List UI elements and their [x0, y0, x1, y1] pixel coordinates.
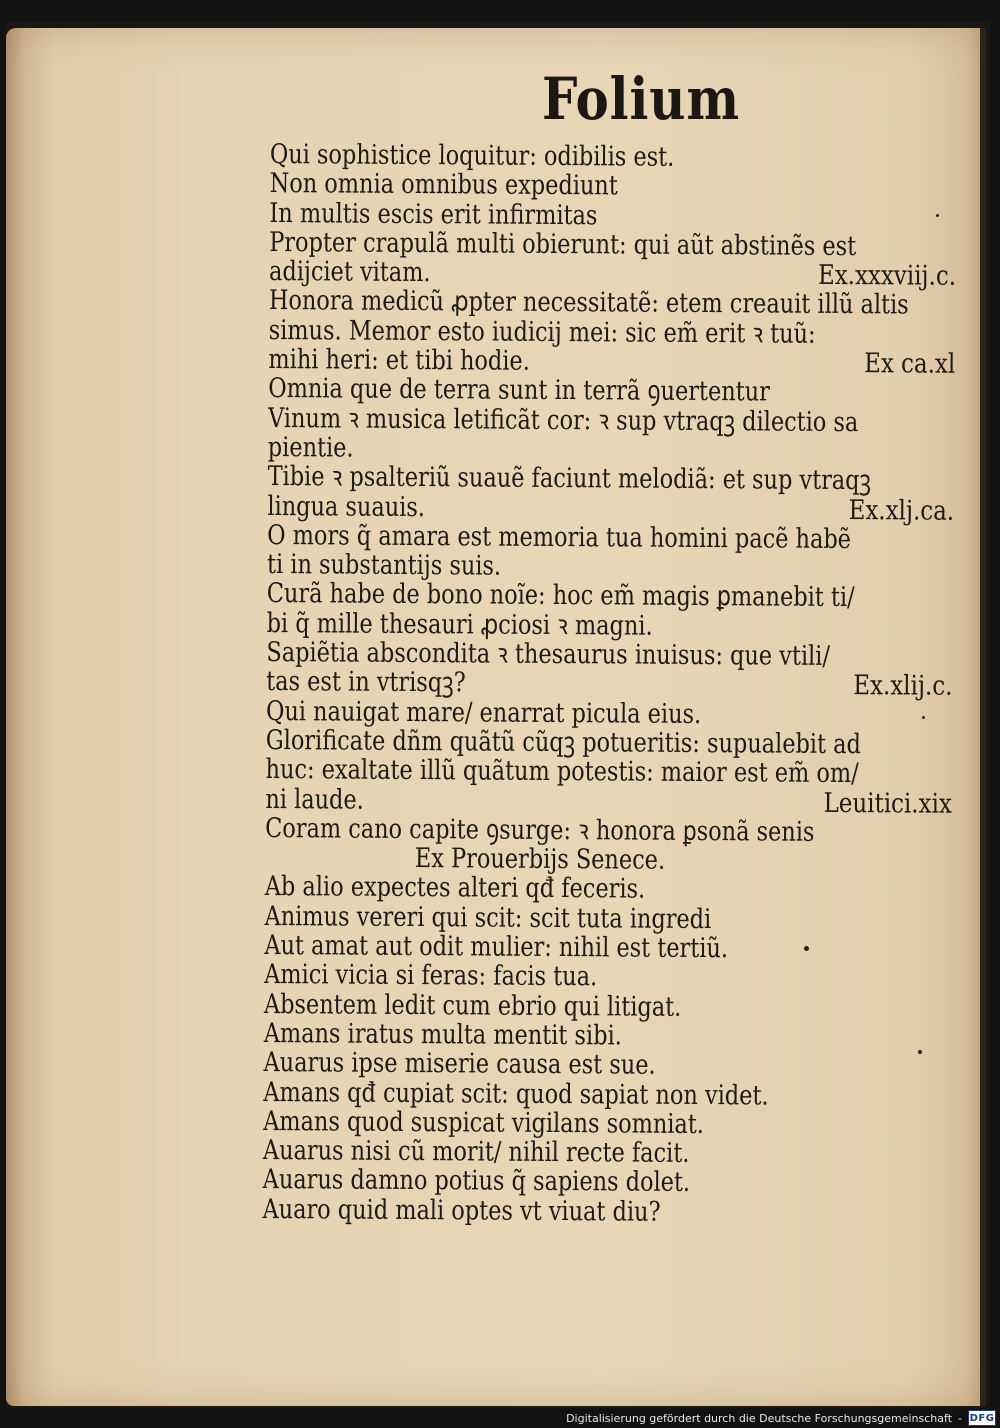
line-text: Auarus nisi cũ morit/ nihil recte facit. — [262, 1135, 690, 1170]
line-reference: Ex ca.xl — [863, 348, 956, 380]
line-text: mihi heri: et tibi hodie. — [268, 344, 530, 377]
funding-credit: Digitalisierung gefördert durch die Deutsche Forschungsgemeinschaft — [566, 1411, 953, 1425]
line-text: simus. Memor esto iudicij mei: sic em̃ erit ꝛ tuũ: — [268, 314, 816, 350]
line-text: ni laude. — [265, 783, 364, 816]
line-text: Qui nauigat mare/ enarrat picula eius. — [265, 695, 702, 730]
line-text: ti in substantijs suis. — [266, 549, 502, 582]
line-text: Omnia que de terra sunt in terrã ꝯuertentur — [268, 373, 770, 408]
dfg-logo-icon: DFG — [968, 1410, 996, 1426]
text-line — [268, 404, 958, 438]
line-reference: Ex.xlij.c. — [853, 670, 953, 703]
line-text: In multis escis erit infirmitas — [269, 197, 598, 231]
line-text: pientie. — [267, 431, 354, 464]
book-page — [6, 28, 986, 1406]
footer-credit-bar — [558, 1408, 1000, 1428]
page-heading: Folium — [542, 65, 741, 133]
line-text: Glorificate dñm quãtũ cũqꝫ potueritis: supualebit ad — [265, 724, 861, 761]
text-line — [265, 814, 955, 848]
line-text: adijciet vitam. — [268, 256, 431, 289]
line-text: Auaro quid mali optes vt viuat diu? — [262, 1193, 661, 1228]
ink-speck — [918, 1050, 922, 1054]
line-text: Tibie ꝛ psalteriũ suauẽ faciunt melodiã: et sup vtraqꝫ — [267, 461, 872, 497]
line-text: Qui sophistice loquitur: odibilis est. — [269, 139, 675, 173]
line-text: Coram cano capite ꝯsurge: ꝛ honora ꝑsonã senis — [265, 812, 815, 848]
line-text: lingua suauis. — [267, 490, 426, 523]
line-text: Propter crapulã multi obierunt: qui aũt abstinẽs est — [269, 226, 857, 262]
line-text: Honora medicũ ꝓpter necessitatẽ: etem creauit illũ altis — [268, 285, 909, 321]
text-block — [262, 140, 960, 1229]
ink-speck — [922, 716, 925, 719]
line-text: Amans quod suspicat vigilans somniat. — [263, 1105, 705, 1140]
line-reference: Leuitici.xix — [823, 787, 953, 820]
page-edge — [980, 28, 986, 1406]
section-heading: Ex Prouerbijs Senece. — [414, 843, 666, 876]
line-text: bi q̃ mille thesauri ꝓciosi ꝛ magni. — [266, 607, 653, 642]
ink-speck — [936, 214, 939, 217]
line-text: Auarus ipse miserie causa est sue. — [263, 1047, 656, 1081]
line-text: O mors q̃ amara est memoria tua homini pacẽ habẽ — [267, 519, 852, 555]
line-text: Non omnia omnibus expediunt — [269, 168, 618, 202]
line-text: Animus vereri qui scit: scit tuta ingredi — [264, 900, 712, 935]
line-text: Curã habe de bono noĩe: hoc em̃ magis ꝑmanebit ti/ — [266, 578, 855, 614]
line-text: Auarus damno potius q̃ sapiens dolet. — [262, 1164, 691, 1199]
text-line — [262, 1195, 952, 1229]
line-reference: Ex.xxxviij.c. — [817, 260, 956, 292]
line-text: Ab alio expectes alteri qđ feceris. — [264, 871, 646, 906]
line-text: huc: exaltate illũ quãtum potestis: maior est em̃ om/ — [265, 754, 859, 790]
ink-speck — [804, 946, 809, 951]
book-scan — [6, 22, 990, 1408]
credit-separator: - — [958, 1411, 962, 1425]
line-text: tas est in vtrisqꝫ? — [266, 666, 466, 699]
line-reference: Ex.xlj.ca. — [848, 494, 955, 527]
line-text: Amici vicia si feras: facis tua. — [264, 959, 598, 993]
line-text: Vinum ꝛ musica letificãt cor: ꝛ sup vtraqꝫ dilectio sa — [267, 402, 859, 438]
line-text: Sapiẽtia abscondita ꝛ thesaurus inuisus: que vtili/ — [266, 637, 831, 672]
line-text: Amans iratus multa mentit sibi. — [263, 1017, 622, 1052]
line-text: Amans qđ cupiat scit: quod sapiat non videt. — [263, 1076, 769, 1112]
text-line — [266, 755, 956, 789]
line-text: Aut amat aut odit mulier: nihil est tertiũ. — [264, 929, 729, 965]
line-text: Absentem ledit cum ebrio qui litigat. — [263, 988, 682, 1023]
